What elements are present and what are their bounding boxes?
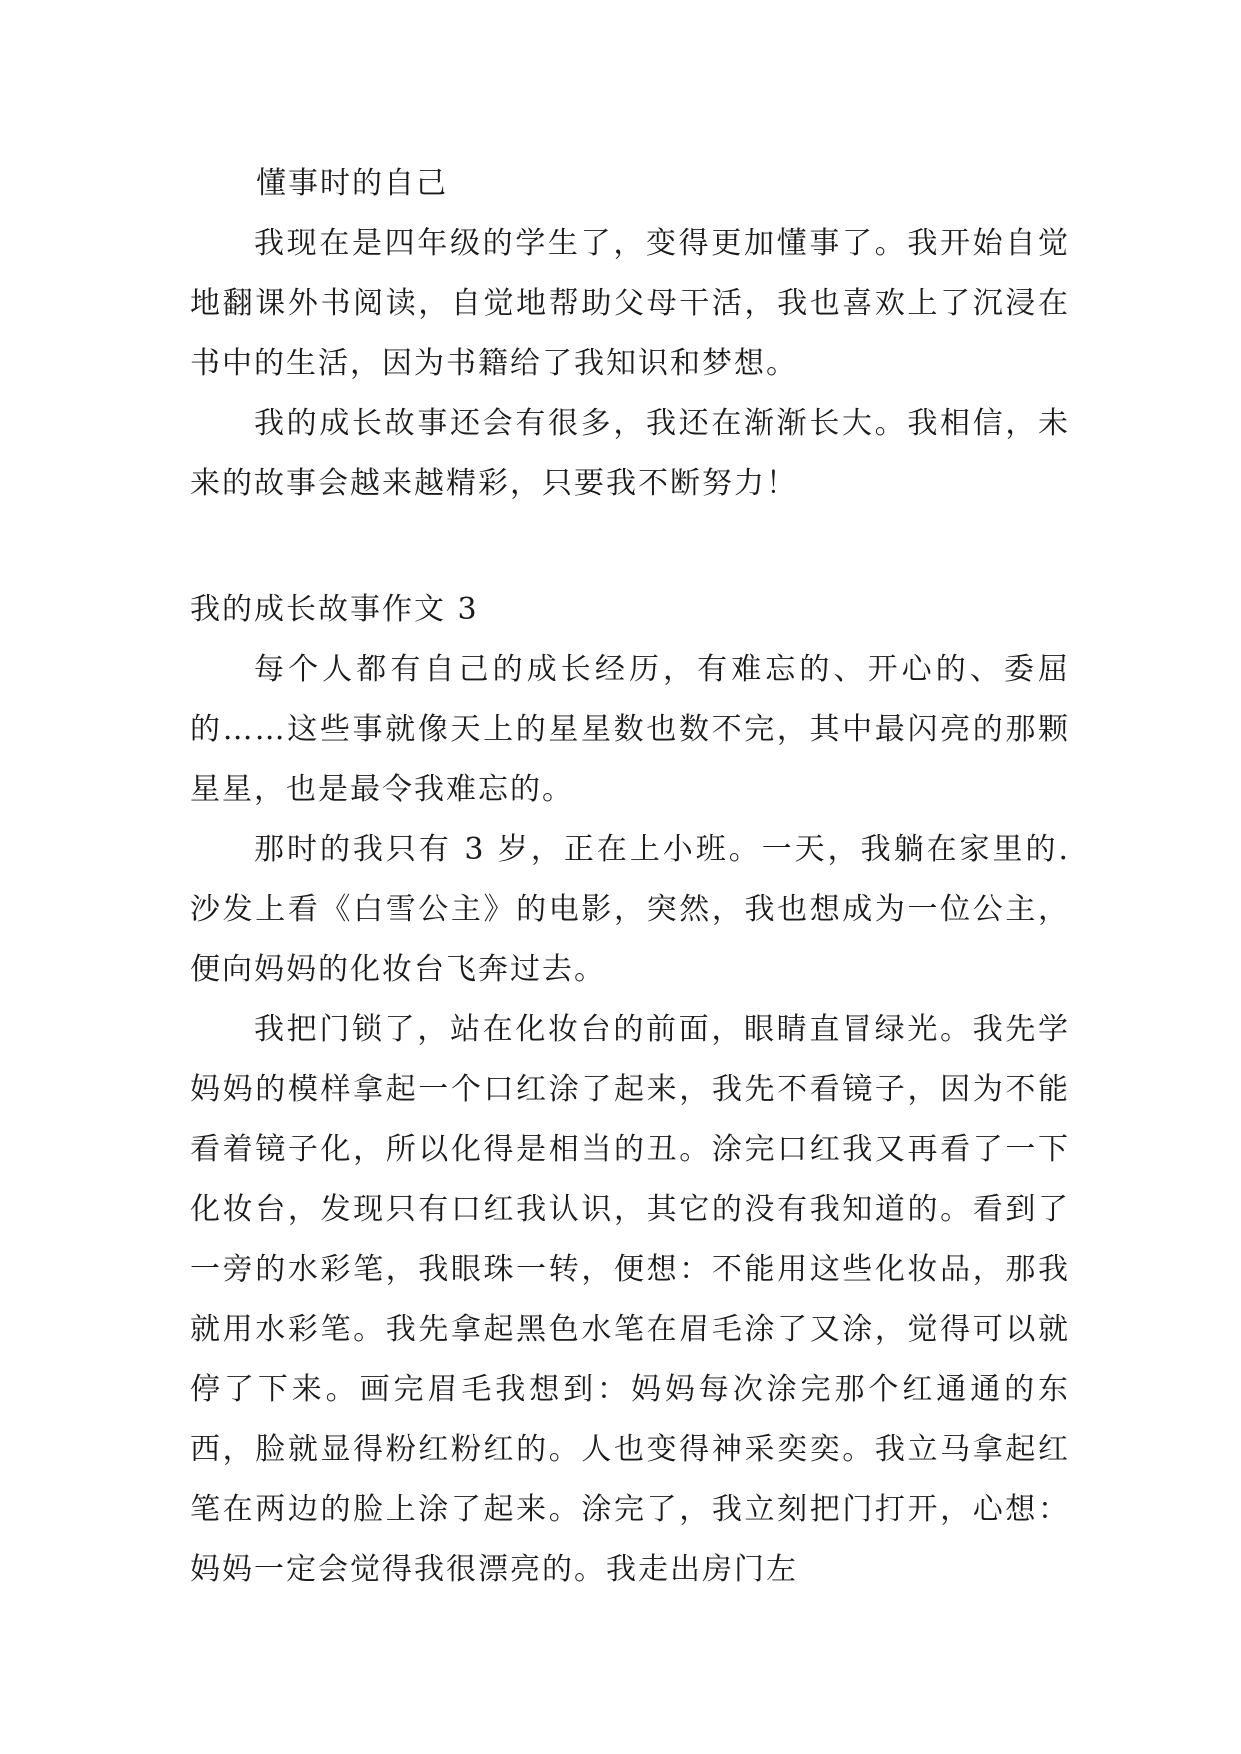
- paragraph: 每个人都有自己的成长经历，有难忘的、开心的、委屈的……这些事就像天上的星星数也数不完，其中最闪亮的那颗星星，也是最令我难忘的。: [190, 652, 1070, 807]
- paragraph: 那时的我只有 3 岁，正在上小班。一天，我躺在家里的.沙发上看《白雪公主》的电影，突然，我也想成为一位公主，便向妈妈的化妆台飞奔过去。: [190, 832, 1070, 987]
- paragraph: 我把门锁了，站在化妆台的前面，眼睛直冒绿光。我先学妈妈的模样拿起一个口红涂了起来，我先不看镜子，因为不能看着镜子化，所以化得是相当的丑。涂完口红我又再看了一下化妆台，发现只有口红我认识，其它的没有我知道的。看到了一旁的水彩笔，我眼珠一转，便想：不能用这些化妆品，那我就用水彩笔。我先拿起黑色水笔在眉毛涂了又涂，觉得可以就停了下来。画完眉毛我想到：妈妈每次涂完那个红通通的东西，脸就显得粉红粉红的。人也变得神采奕奕。我立马拿起红笔在两边的脸上涂了起来。涂完了，我立刻把门打开，心想：妈妈一定会觉得我很漂亮的。我走出房门左: [190, 1012, 1070, 1587]
- paragraph: 我的成长故事还会有很多，我还在渐渐长大。我相信，未来的故事会越来越精彩，只要我不断努力！: [190, 406, 1070, 501]
- section-gap: [190, 514, 1070, 580]
- essay-title: 我的成长故事作文 3: [190, 592, 479, 627]
- document-body: [190, 154, 1070, 1600]
- paragraph: 我现在是四年级的学生了，变得更加懂事了。我开始自觉地翻课外书阅读，自觉地帮助父母干活，我也喜欢上了沉浸在书中的生活，因为书籍给了我知识和梦想。: [190, 226, 1070, 381]
- section-heading: 懂事时的自己: [256, 166, 448, 201]
